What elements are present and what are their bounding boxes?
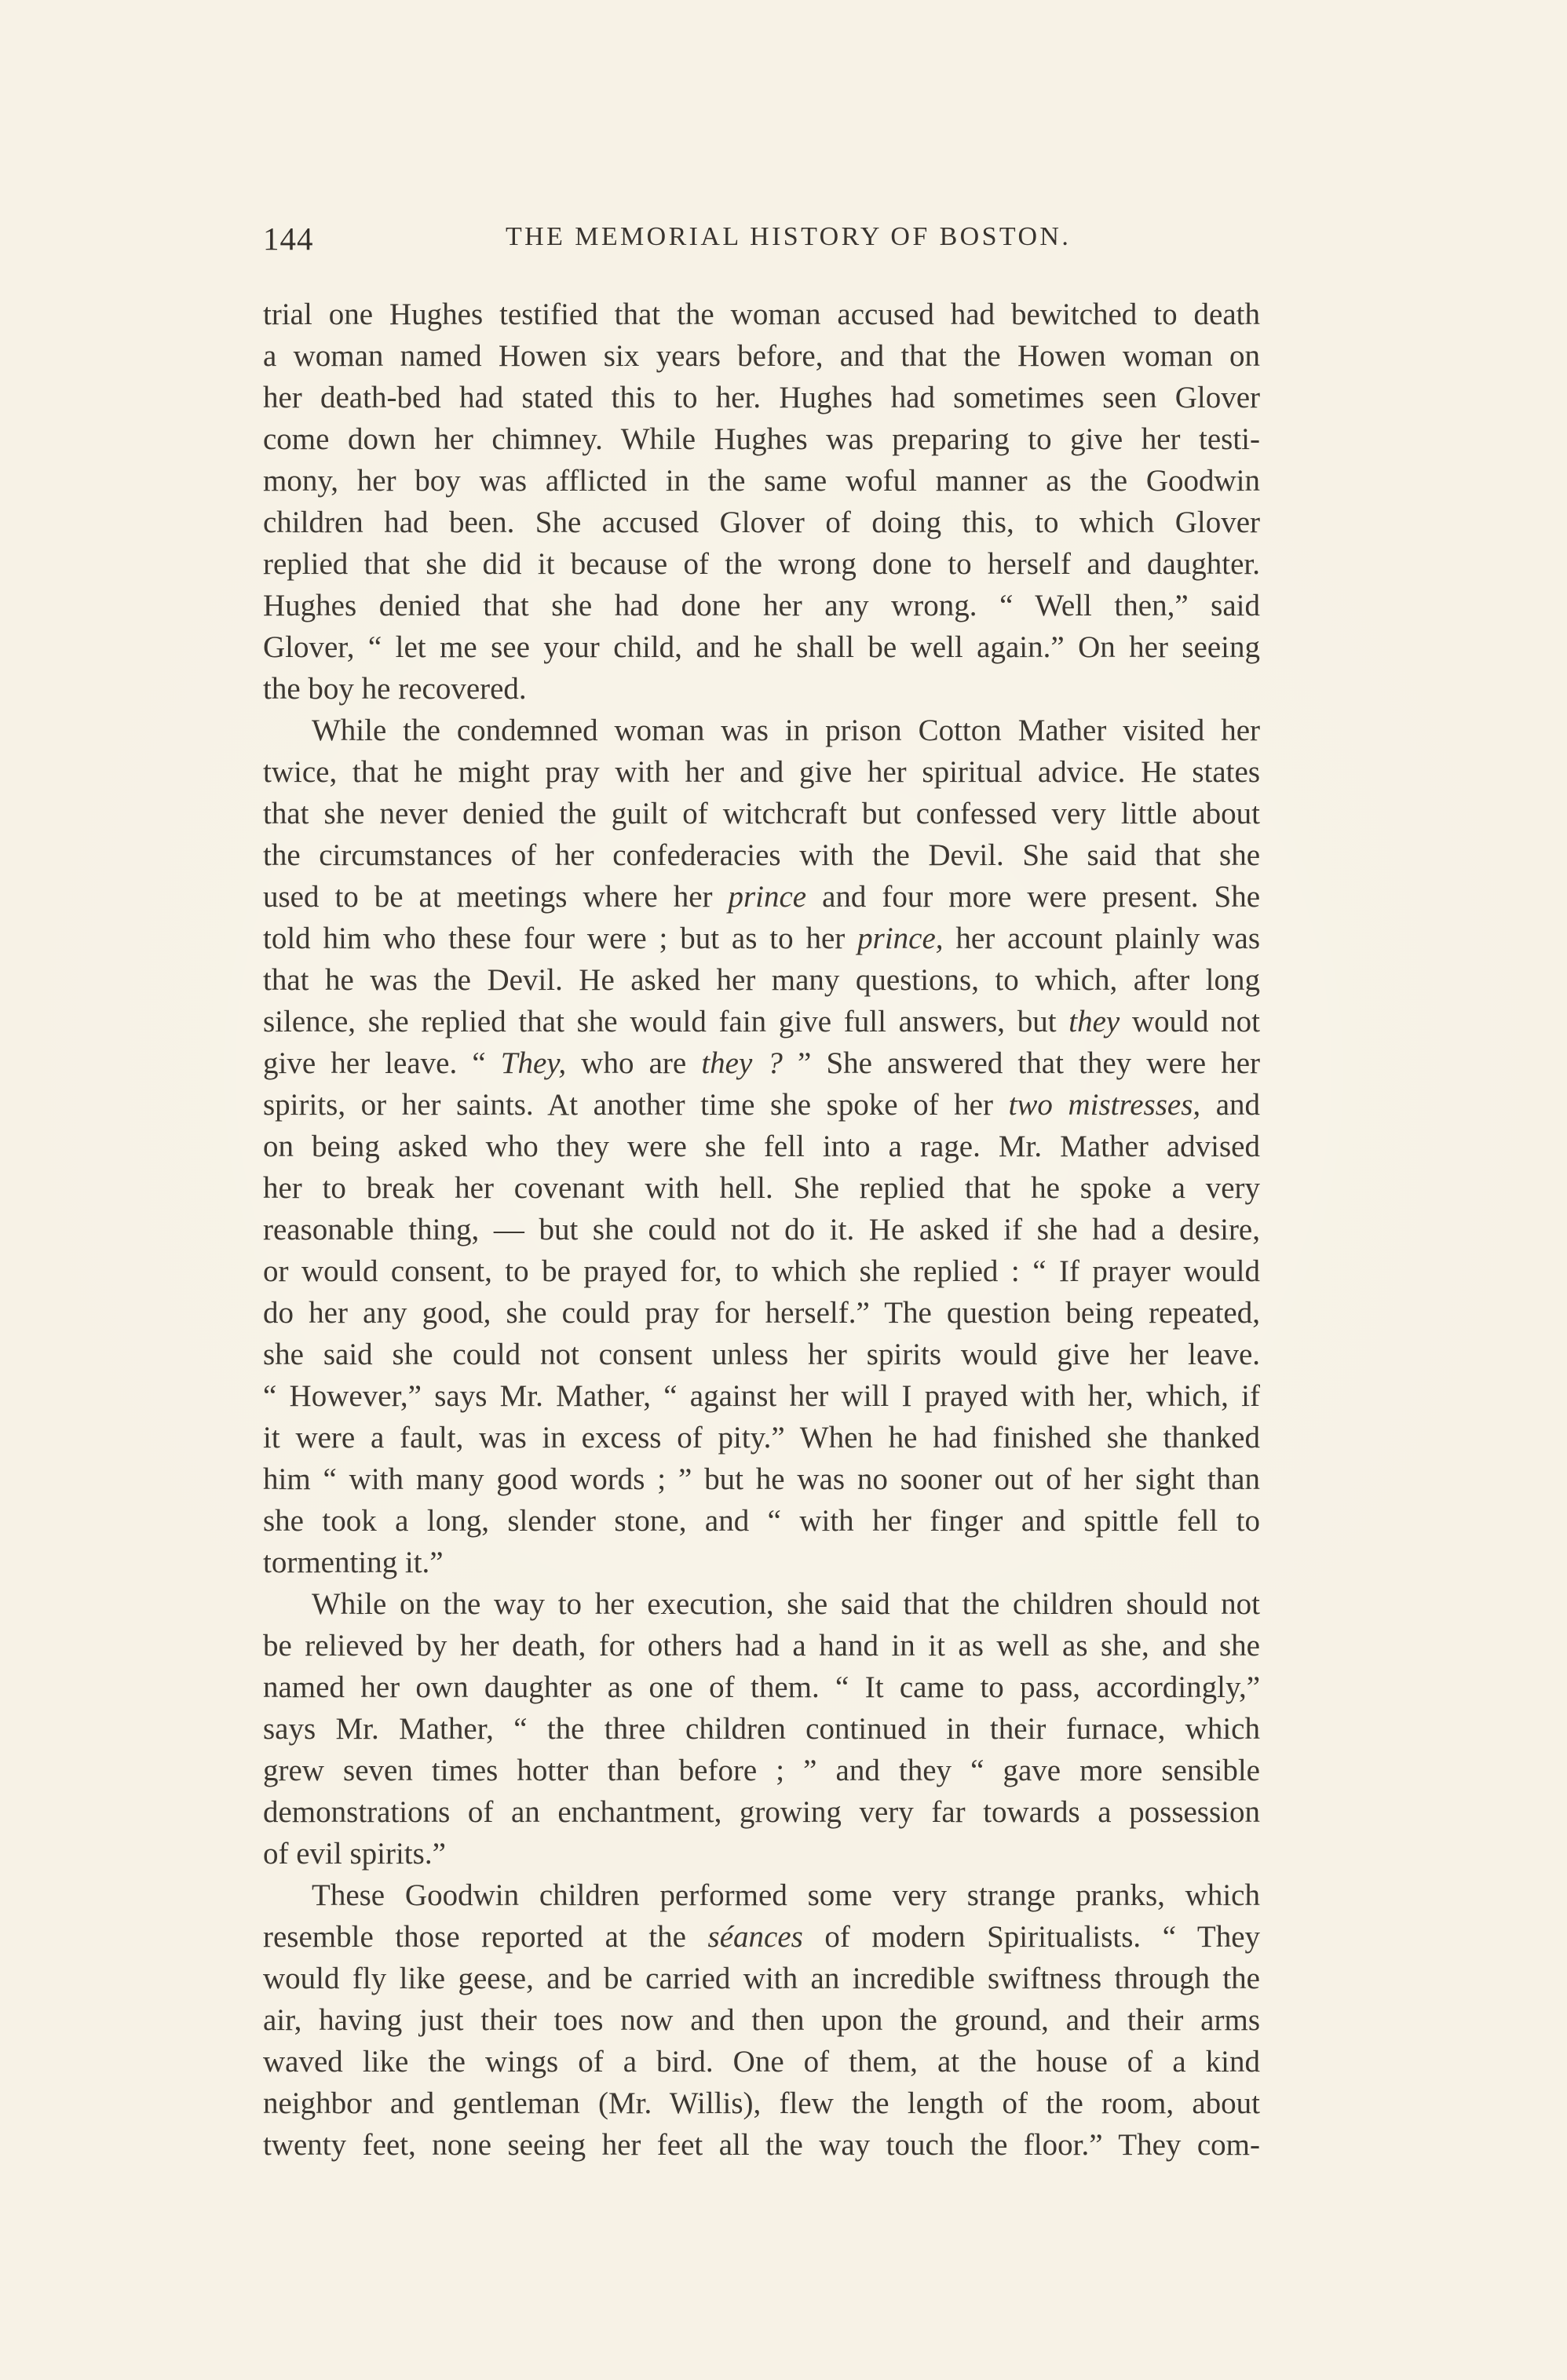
- text-line: [263, 1666, 1260, 1708]
- text-line: [263, 1833, 1260, 1874]
- text-segment: twenty feet, none seeing her feet all the way touch the floor.” They com-: [263, 2128, 1260, 2162]
- text-segment: Hughes denied that she had done her any wrong. “ Well then,” said: [263, 589, 1260, 622]
- text-line: [263, 1334, 1260, 1375]
- text-line: [263, 377, 1260, 418]
- text-line: [263, 1750, 1260, 1791]
- text-segment: on being asked who they were she fell into a rage. Mr. Mather advised: [263, 1130, 1260, 1163]
- page-header: [263, 220, 1260, 259]
- text-segment: of modern Spiritualists. “ They: [802, 1920, 1261, 1954]
- text-line: [263, 1874, 1260, 1916]
- text-line: [263, 834, 1260, 876]
- italic-text: prince,: [857, 922, 944, 955]
- text-line: [263, 1209, 1260, 1250]
- text-segment: and four more were present. She: [806, 880, 1261, 914]
- text-segment: says Mr. Mather, “ the three children continued in their furnace, which: [263, 1712, 1260, 1746]
- italic-text: they: [1068, 1005, 1120, 1039]
- text-segment: would fly like geese, and be carried with an incredible swiftness through the: [263, 1962, 1260, 1995]
- text-segment: him “ with many good words ; ” but he was no sooner out of her sight than: [263, 1462, 1260, 1496]
- text-line: [263, 876, 1260, 918]
- text-line: [263, 1375, 1260, 1417]
- body-text: [263, 294, 1260, 2166]
- text-segment: who are: [566, 1046, 702, 1080]
- text-line: [263, 1042, 1260, 1084]
- text-line: [263, 585, 1260, 626]
- text-line: [263, 1958, 1260, 1999]
- text-line: [263, 1916, 1260, 1958]
- text-segment: air, having just their toes now and then upon the ground, and their arms: [263, 2003, 1260, 2037]
- text-segment: ” She answered that they were her: [782, 1046, 1260, 1080]
- italic-text: They,: [500, 1046, 567, 1080]
- text-segment: While on the way to her execution, she said that the children should not: [312, 1587, 1260, 1621]
- text-segment: told him who these four were ; but as to her: [263, 922, 858, 955]
- text-segment: it were a fault, was in excess of pity.” When he had finished she thanked: [263, 1421, 1260, 1455]
- text-segment: “ However,” says Mr. Mather, “ against her will I prayed with her, which, if: [263, 1379, 1260, 1413]
- text-segment: come down her chimney. While Hughes was preparing to give her testi-: [263, 422, 1260, 456]
- text-line: [263, 793, 1260, 834]
- text-segment: waved like the wings of a bird. One of them, at the house of a kind: [263, 2045, 1260, 2079]
- text-segment: used to be at meetings where her: [263, 880, 729, 914]
- text-segment: she said she could not consent unless her spirits would give her leave.: [263, 1338, 1260, 1371]
- text-line: [263, 1999, 1260, 2041]
- text-segment: trial one Hughes testified that the woman accused had bewitched to death: [263, 298, 1260, 331]
- text-segment: her account plainly was: [943, 922, 1260, 955]
- text-segment: that he was the Devil. He asked her many questions, to which, after long: [263, 963, 1260, 997]
- text-line: [263, 1292, 1260, 1334]
- text-line: [263, 460, 1260, 502]
- text-segment: children had been. She accused Glover of doing this, to which Glover: [263, 506, 1260, 539]
- text-line: [263, 710, 1260, 751]
- text-segment: she took a long, slender stone, and “ with her finger and spittle fell to: [263, 1504, 1260, 1538]
- text-line: [263, 418, 1260, 460]
- text-line: [263, 626, 1260, 668]
- text-segment: tormenting it.”: [263, 1546, 444, 1579]
- text-segment: that she never denied the guilt of witchcraft but confessed very little about: [263, 797, 1260, 830]
- text-segment: twice, that he might pray with her and give her spiritual advice. He states: [263, 755, 1260, 789]
- text-line: [263, 1583, 1260, 1625]
- text-line: [263, 918, 1260, 959]
- text-segment: spirits, or her saints. At another time she spoke of her: [263, 1088, 1009, 1122]
- text-segment: do her any good, she could pray for herself.” The question being repeated,: [263, 1296, 1260, 1330]
- text-line: [263, 543, 1260, 585]
- text-line: [263, 294, 1260, 335]
- text-segment: or would consent, to be prayed for, to which she replied : “ If prayer would: [263, 1254, 1260, 1288]
- text-line: [263, 2082, 1260, 2124]
- text-segment: her to break her covenant with hell. She replied that he spoke a very: [263, 1171, 1260, 1205]
- text-segment: demonstrations of an enchantment, growing very far towards a possession: [263, 1795, 1260, 1829]
- text-segment: her death-bed had stated this to her. Hughes had sometimes seen Glover: [263, 381, 1260, 414]
- text-segment: resemble those reported at the: [263, 1920, 708, 1954]
- text-segment: These Goodwin children performed some very strange pranks, which: [312, 1878, 1260, 1912]
- text-line: [263, 751, 1260, 793]
- text-segment: replied that she did it because of the wrong done to herself and daughter.: [263, 547, 1260, 581]
- italic-text: séances: [707, 1920, 803, 1954]
- text-line: [263, 1625, 1260, 1666]
- text-line: [263, 1791, 1260, 1833]
- text-segment: would not: [1120, 1005, 1260, 1039]
- text-line: [263, 1001, 1260, 1042]
- text-line: [263, 1458, 1260, 1500]
- text-segment: a woman named Howen six years before, and that the Howen woman on: [263, 339, 1260, 373]
- text-line: [263, 1500, 1260, 1542]
- text-segment: the circumstances of her confederacies with the Devil. She said that she: [263, 838, 1260, 872]
- text-segment: reasonable thing, — but she could not do it. He asked if she had a desire,: [263, 1213, 1260, 1247]
- running-head: THE MEMORIAL HISTORY OF BOSTON.: [506, 222, 1072, 251]
- text-segment: neighbor and gentleman (Mr. Willis), flew the length of the room, about: [263, 2086, 1260, 2120]
- text-line: [263, 1084, 1260, 1126]
- text-segment: the boy he recovered.: [263, 672, 527, 706]
- text-line: [263, 1250, 1260, 1292]
- text-segment: give her leave. “: [263, 1046, 501, 1080]
- text-line: [263, 1708, 1260, 1750]
- text-line: [263, 335, 1260, 377]
- text-line: [263, 502, 1260, 543]
- italic-text: two mistresses,: [1008, 1088, 1201, 1122]
- text-segment: of evil spirits.”: [263, 1837, 446, 1871]
- text-segment: silence, she replied that she would fain give full answers, but: [263, 1005, 1069, 1039]
- text-line: [263, 668, 1260, 710]
- text-segment: While the condemned woman was in prison Cotton Mather visited her: [312, 714, 1260, 747]
- text-segment: and: [1200, 1088, 1261, 1122]
- text-segment: Glover, “ let me see your child, and he shall be well again.” On her seeing: [263, 630, 1260, 664]
- italic-text: prince: [728, 880, 807, 914]
- text-segment: be relieved by her death, for others had a hand in it as well as she, and she: [263, 1629, 1260, 1663]
- text-segment: named her own daughter as one of them. “ It came to pass, accordingly,”: [263, 1670, 1260, 1704]
- text-line: [263, 959, 1260, 1001]
- text-line: [263, 2124, 1260, 2166]
- text-line: [263, 1542, 1260, 1583]
- text-line: [263, 1126, 1260, 1167]
- text-line: [263, 2041, 1260, 2082]
- page-number: 144: [263, 221, 314, 257]
- text-segment: mony, her boy was afflicted in the same woful manner as the Goodwin: [263, 464, 1260, 498]
- text-segment: grew seven times hotter than before ; ” and they “ gave more sensible: [263, 1754, 1260, 1787]
- text-line: [263, 1167, 1260, 1209]
- text-line: [263, 1417, 1260, 1458]
- italic-text: they ?: [701, 1046, 783, 1080]
